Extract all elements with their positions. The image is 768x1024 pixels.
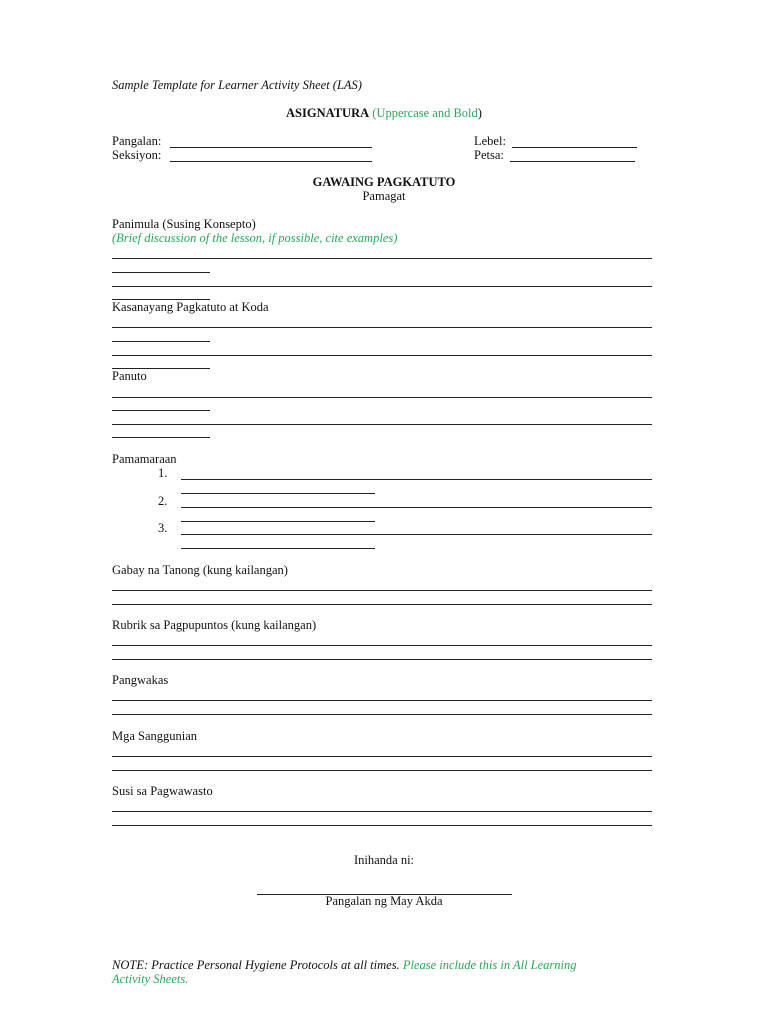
competency-line[interactable]	[112, 327, 652, 328]
references-heading: Mga Sanggunian	[112, 729, 198, 743]
author-label: Pangalan ng May Akda	[325, 894, 443, 908]
answer-key-heading: Susi sa Pagwawasto	[112, 784, 213, 798]
procedure-step-number: 1.	[158, 466, 168, 480]
rubric-line[interactable]	[112, 645, 652, 646]
conclusion-line[interactable]	[112, 714, 652, 715]
guide-questions-heading: Gabay na Tanong (kung kailangan)	[112, 563, 288, 577]
name-blank[interactable]	[170, 147, 372, 148]
instructions-line[interactable]	[112, 410, 210, 411]
intro-line[interactable]	[112, 286, 652, 287]
section-label: Seksiyon:	[112, 148, 162, 162]
level-blank[interactable]	[512, 147, 637, 148]
hygiene-note-instruction: Please include this in All Learning	[402, 958, 577, 972]
subject-heading	[0, 106, 768, 121]
guide-questions-line[interactable]	[112, 604, 652, 605]
guide-questions-line[interactable]	[112, 590, 652, 591]
hygiene-note-instruction-cont: Activity Sheets.	[112, 972, 189, 986]
intro-line[interactable]	[112, 258, 652, 259]
procedure-line[interactable]	[181, 479, 652, 480]
intro-note: (Brief discussion of the lesson, if possible, cite examples)	[112, 231, 398, 245]
activity-title: GAWAING PAGKATUTO	[312, 175, 456, 189]
rubric-line[interactable]	[112, 659, 652, 660]
procedure-line[interactable]	[181, 493, 375, 494]
level-label: Lebel:	[474, 134, 506, 148]
answer-key-line[interactable]	[112, 825, 652, 826]
rubric-heading: Rubrik sa Pagpupuntos (kung kailangan)	[112, 618, 317, 632]
instructions-line[interactable]	[112, 424, 652, 425]
procedure-line[interactable]	[181, 521, 375, 522]
procedure-line[interactable]	[181, 534, 652, 535]
answer-key-line[interactable]	[112, 811, 652, 812]
conclusion-heading: Pangwakas	[112, 673, 169, 687]
activity-subtitle: Pamagat	[362, 189, 406, 203]
procedure-heading: Pamamaraan	[112, 452, 177, 466]
competency-heading: Kasanayang Pagkatuto at Koda	[112, 300, 269, 314]
hygiene-note	[112, 958, 577, 973]
instructions-line[interactable]	[112, 437, 210, 438]
date-blank[interactable]	[510, 161, 635, 162]
conclusion-line[interactable]	[112, 700, 652, 701]
references-line[interactable]	[112, 756, 652, 757]
intro-heading: Panimula (Susing Konsepto)	[112, 217, 256, 231]
subject-title: ASIGNATURA	[286, 106, 370, 120]
procedure-line[interactable]	[181, 507, 652, 508]
instructions-heading: Panuto	[112, 369, 147, 383]
references-line[interactable]	[112, 770, 652, 771]
instructions-line[interactable]	[112, 397, 652, 398]
name-label: Pangalan:	[112, 134, 162, 148]
date-label: Petsa:	[474, 148, 504, 162]
competency-line[interactable]	[112, 355, 652, 356]
hygiene-note-text: NOTE: Practice Personal Hygiene Protocols at all times.	[112, 958, 400, 972]
subject-note: (Uppercase and Bold	[372, 106, 478, 120]
procedure-line[interactable]	[181, 548, 375, 549]
intro-line[interactable]	[112, 272, 210, 273]
template-label: Sample Template for Learner Activity Sheet (LAS)	[112, 78, 362, 92]
prepared-by-label: Inihanda ni:	[353, 853, 415, 867]
procedure-step-number: 3.	[158, 521, 168, 535]
section-blank[interactable]	[170, 161, 372, 162]
procedure-step-number: 2.	[158, 494, 168, 508]
subject-note-end: )	[477, 106, 482, 120]
competency-line[interactable]	[112, 341, 210, 342]
